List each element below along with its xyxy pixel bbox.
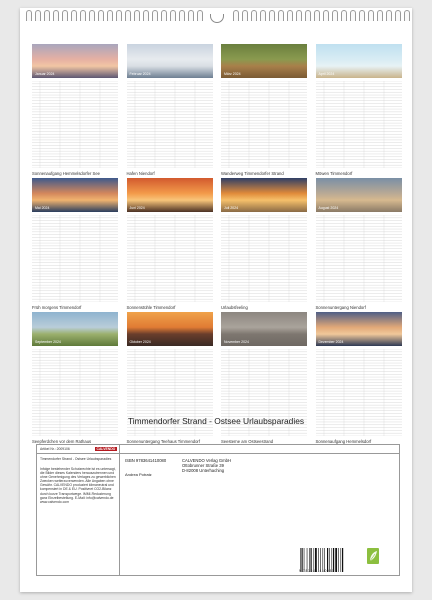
- day-planner-grid: [127, 215, 213, 302]
- month-photo: [32, 178, 118, 212]
- calvendo-logo: CALVENDO: [96, 446, 116, 451]
- publisher-name: CALVENDO Verlag GmbH: [182, 458, 232, 463]
- month-caption: Sonnenaufgang Hemmelsdorfer See: [32, 171, 100, 176]
- month-photo: [127, 178, 213, 212]
- binding-ring: [251, 10, 257, 21]
- day-planner-grid: [127, 81, 213, 168]
- binding-ring: [242, 10, 248, 21]
- photo-month-label: Oktober 2024: [129, 340, 151, 344]
- binding-ring: [116, 10, 122, 21]
- info-left-column: [37, 445, 120, 575]
- binding-ring: [404, 10, 410, 21]
- binding-ring: [125, 10, 131, 21]
- month-caption: Sonnenaufgang Hemmelsdorf: [315, 439, 372, 444]
- binding-ring: [44, 10, 50, 21]
- binding-ring: [395, 10, 401, 21]
- binding-ring: [323, 10, 329, 21]
- binding-ring: [143, 10, 149, 21]
- publisher-street: Ottobrunner Straße 39: [182, 463, 224, 468]
- binding-ring: [368, 10, 374, 21]
- author: Andrea Potratz: [125, 472, 152, 477]
- photo-month-label: Januar 2024: [35, 72, 55, 76]
- article-number: Artikel Nr.: 2009106: [40, 447, 70, 451]
- photo-month-label: Juni 2024: [129, 206, 145, 210]
- month-caption: Hafen Niendorf: [126, 171, 155, 176]
- binding-ring: [287, 10, 293, 21]
- photo-month-label: April 2024: [318, 72, 335, 76]
- binding-ring: [314, 10, 320, 21]
- month-caption: Sonnenstühle Timmendorf: [126, 305, 176, 310]
- month-caption: Seepferdchen vor dem Rathaus: [32, 439, 92, 444]
- photo-month-label: August 2024: [318, 206, 339, 210]
- binding-ring: [161, 10, 167, 21]
- month-caption: Möwen Timmendorf: [315, 171, 353, 176]
- info-panel: [36, 444, 400, 576]
- photo-month-label: Dezember 2024: [318, 340, 344, 344]
- day-planner-grid: [221, 81, 307, 168]
- binding-ring: [305, 10, 311, 21]
- binding-ring: [296, 10, 302, 21]
- photo-month-label: Februar 2024: [129, 72, 151, 76]
- binding-ring: [359, 10, 365, 21]
- binding-ring: [53, 10, 59, 21]
- binding-ring: [386, 10, 392, 21]
- binding-ring: [62, 10, 68, 21]
- binding-ring: [35, 10, 41, 21]
- month-caption: Sonnenuntergang Teehaus Timmendorf: [126, 439, 200, 444]
- day-planner-grid: [32, 81, 118, 168]
- month-photo: [32, 312, 118, 346]
- binding-ring: [134, 10, 140, 21]
- binding-ring: [98, 10, 104, 21]
- month-caption: Früh morgens Timmendorf: [32, 305, 82, 310]
- day-planner-grid: [316, 215, 402, 302]
- calendar-title: Timmendorfer Strand - Ostsee Urlaubsparadies: [127, 416, 305, 426]
- month-photo: [221, 44, 307, 78]
- binding-ring: [341, 10, 347, 21]
- binding-ring: [80, 10, 86, 21]
- month-caption: Urlaubsfeeling: [221, 305, 248, 310]
- binding-ring: [197, 10, 203, 21]
- photo-month-label: Mai 2024: [35, 206, 50, 210]
- binding-ring: [233, 10, 239, 21]
- binding-ring: [332, 10, 338, 21]
- photo-month-label: März 2024: [224, 72, 241, 76]
- photo-month-label: Juli 2024: [224, 206, 239, 210]
- day-planner-grid: [32, 215, 118, 302]
- barcode-number: 9 783641 410080: [299, 569, 335, 573]
- month-photo: [316, 44, 402, 78]
- binding-ring: [188, 10, 194, 21]
- binding-ring: [278, 10, 284, 21]
- binding-ring: [269, 10, 275, 21]
- eco-badge-icon: [367, 548, 379, 564]
- month-photo: [316, 178, 402, 212]
- product-title: Timmendorfer Strand - Ostsee Urlaubsparadies: [40, 457, 112, 461]
- photo-month-label: November 2024: [224, 340, 249, 344]
- day-planner-grid: [221, 215, 307, 302]
- photo-month-label: September 2024: [35, 340, 61, 344]
- month-photo: [127, 312, 213, 346]
- month-photo: [127, 44, 213, 78]
- binding-ring: [377, 10, 383, 21]
- binding-ring: [179, 10, 185, 21]
- month-photo: [221, 178, 307, 212]
- wire-binding: [20, 8, 412, 30]
- hanger-hook: [210, 14, 224, 23]
- month-photo: [316, 312, 402, 346]
- legal-notice: Infolge bestehender Schutzrechte ist es untersagt, die Bilder dieses Kalenders herauszutrennen und ohne Genehmigung des Verlages zu gewerblichen Zwecken weiterzuverwenden. Alle Angaben ohne Gewähr. CALVENDO produziert klimaneutral und kompensiert in DE & EU. Positivnet CO2-Bilanz durch kurze Transportwege. IMMI-Reduzierung ganz Einzelbestellung. E-Mail: info@calvendo.de www.calvendo.com: [40, 467, 116, 504]
- binding-ring: [71, 10, 77, 21]
- binding-ring: [152, 10, 158, 21]
- binding-ring: [26, 10, 32, 21]
- month-photo: [221, 312, 307, 346]
- publisher-address: [182, 458, 231, 473]
- day-planner-grid: [316, 81, 402, 168]
- binding-ring: [89, 10, 95, 21]
- binding-ring: [170, 10, 176, 21]
- binding-ring: [260, 10, 266, 21]
- publisher-city: D-82008 Unterhaching: [182, 468, 225, 473]
- binding-ring: [107, 10, 113, 21]
- month-photo: [32, 44, 118, 78]
- month-caption: Wanderweg Timmendorfer Strand: [221, 171, 284, 176]
- binding-ring: [350, 10, 356, 21]
- month-caption: Sonnenuntergang Niendorf: [315, 305, 366, 310]
- isbn: ISBN 9783641410080: [125, 458, 167, 463]
- month-caption: Seesterne am Ostseestrand: [221, 439, 274, 444]
- calendar-page: [20, 8, 412, 592]
